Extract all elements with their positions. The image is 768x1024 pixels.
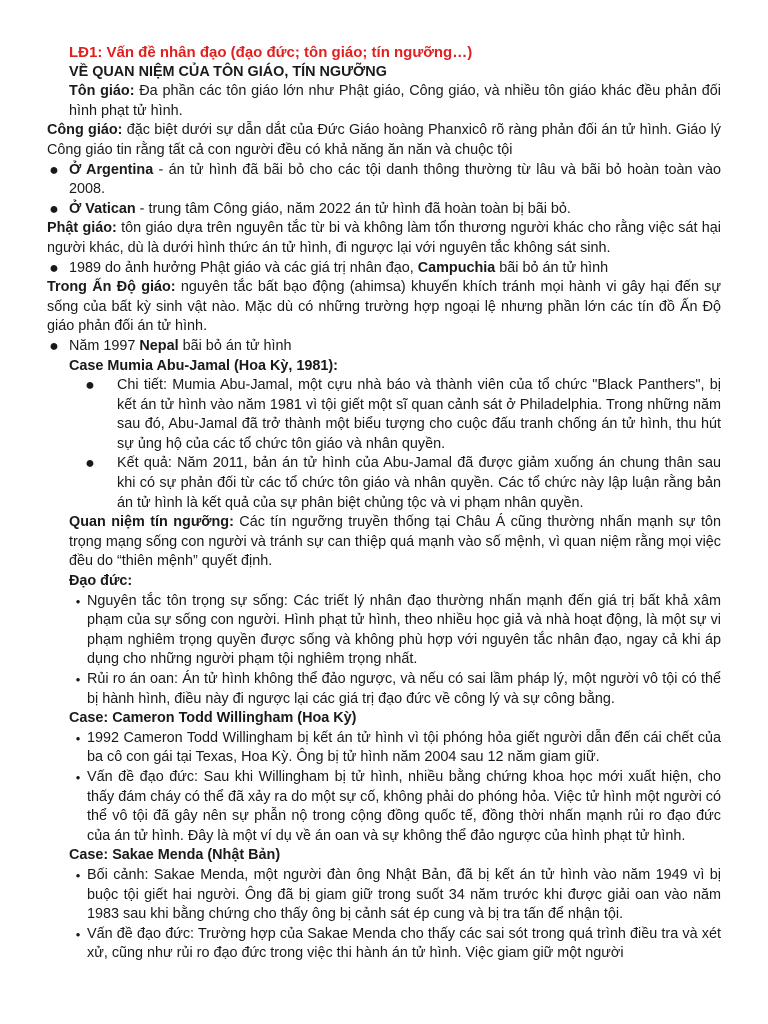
bullet-dot-icon: • — [75, 926, 81, 942]
dao-duc-heading: Đạo đức: — [69, 573, 133, 590]
case-willingham-item-2: Vấn đề đạo đức: Sau khi Willingham bị tử hình, nhiều bằng chứng khoa học mới xuất hiện, cho thấy đám cháy có thể đã xảy ra do một sự cố, không phải do phóng hỏa. Việc tử hình một người có thể vô tội đã gây nên sự phẫn nộ trong cộng đồng quốc tế, đồng thời nhấn mạnh rủi ro đạo đức của án tử hình. Đây là một ví dụ về án oan và sự không thể đảo ngược của hình phạt tử hình. — [87, 768, 721, 844]
text-campuchia-post: bãi bỏ án tử hình — [495, 259, 609, 276]
case-mumia-result: Kết quả: Năm 2011, bản án tử hình của Abu-Jamal đã được giảm xuống án chung thân sau khi có sự phản đối từ các tổ chức tôn giáo và nhân quyền. Các tổ chức này lập luận rằng bản án tử hình là kết quả của sự phân biệt chủng tộc và vi phạm nhân quyền. — [117, 455, 721, 511]
bullet-dot-icon: ● — [49, 259, 59, 277]
case-mumia-detail: Chi tiết: Mumia Abu-Jamal, một cựu nhà báo và thành viên của tổ chức "Black Panthers", bị kết án tử hình vào năm 1981 vì tội giết một sĩ quan cảnh sát ở Philadelphia. Trong những năm sau đó, Abu-Jamal đã trở thành một biểu tượng cho cuộc đấu tranh chống án tử hình, thu hút sự ủng hộ của các tổ chức tôn giáo và nhân quyền. — [117, 377, 721, 452]
bullet-dot-icon: ● — [85, 377, 95, 395]
label-ton-giao: Tôn giáo: — [69, 83, 135, 100]
text-vatican: - trung tâm Công giáo, năm 2022 án tử hình đã hoàn toàn bị bãi bỏ. — [135, 200, 571, 217]
label-an-do-giao: Trong Ấn Độ giáo: — [47, 279, 176, 296]
list-item — [69, 454, 721, 513]
bullet-vatican — [47, 200, 721, 220]
case-willingham-item-1: 1992 Cameron Todd Willingham bị kết án tử hình vì tội phóng hỏa giết người dẫn đến cái chết của ba cô con gái tại Texas, Hoa Kỳ. Ông bị tử hình năm 2004 sau 12 năm giam giữ. — [87, 729, 721, 766]
paragraph-an-do-giao — [47, 278, 721, 337]
paragraph-tin-nguong — [69, 513, 721, 572]
paragraph-cong-giao — [47, 121, 721, 160]
text-nepal-post: bãi bỏ án tử hình — [178, 337, 292, 354]
bullet-nepal — [47, 337, 721, 357]
text-argentina: - án tử hình đã bãi bỏ cho các tội danh thông thường từ lâu và bãi bỏ hoàn toàn vào 2008. — [69, 161, 721, 198]
label-nepal: Nepal — [139, 337, 179, 354]
bullet-dot-icon: ● — [85, 455, 95, 473]
label-tin-nguong: Quan niệm tín ngưỡng: — [69, 514, 234, 531]
bullet-dot-icon: • — [75, 867, 81, 883]
text-campuchia-pre: 1989 do ảnh hưởng Phật giáo và các giá trị nhân đạo, — [69, 259, 418, 276]
label-vatican: Ở Vatican — [69, 200, 136, 217]
section-heading: VỀ QUAN NIỆM CỦA TÔN GIÁO, TÍN NGƯỠNG — [69, 63, 387, 80]
text-tin-nguong: Các tín ngưỡng truyền thống tại Châu Á cũng thường nhấn mạnh sự tôn trọng mạng sống con người và tránh sự can thiệp quá mạnh vào số mệnh, vì quan niệm rằng mọi việc đều do “thiên mệnh” quyết định. — [69, 514, 721, 570]
case-menda-heading: Case: Sakae Menda (Nhật Bản) — [69, 847, 281, 864]
text-cong-giao: đặc biệt dưới sự dẫn dắt của Đức Giáo hoàng Phanxicô rõ ràng phản đối án tử hình. Giáo lý Công giáo tin rằng tất cả con người đều có khả năng ăn năn và chuộc tội — [47, 122, 721, 158]
list-item — [69, 729, 721, 768]
list-item — [69, 768, 721, 846]
text-phat-giao: tôn giáo dựa trên nguyên tắc từ bi và không làm tổn thương người khác cho rằng việc sát hại người khác, dù là dưới hình thức án tử hình, đi ngược lại với nguyên tắc không sát sinh. — [47, 220, 721, 256]
dao-duc-item-2: Rủi ro án oan: Án tử hình không thể đảo ngược, và nếu có sai lầm pháp lý, một người vô tội có thể bị hành hình, điều này đi ngược lại các giá trị đạo đức về công lý và sự công bằng. — [87, 671, 721, 707]
dao-duc-item-1: Nguyên tắc tôn trọng sự sống: Các triết lý nhân đạo thường nhấn mạnh đến giá trị bất khả xâm phạm của sự sống con người. Hình phạt tử hình, theo nhiều học giả và nhà hoạt động, là một sự vi phạm nghiêm trọng quyền được sống và không phù hợp với nguyên tắc nhân đạo, ngay cả khi áp dụng cho những người phạm tội nghiêm trọng nhất. — [87, 592, 721, 668]
bullet-dot-icon: • — [75, 672, 81, 687]
label-cong-giao: Công giáo: — [47, 122, 123, 139]
bullet-campuchia — [47, 259, 721, 279]
bullet-dot-icon: ● — [49, 200, 59, 218]
case-willingham-heading: Case: Cameron Todd Willingham (Hoa Kỳ) — [69, 710, 357, 727]
text-an-do-giao: nguyên tắc bất bạo động (ahimsa) khuyến khích tránh mọi hành vi gây hại đến sự sống của bất kỳ sinh vật nào. Mặc dù có những trường hợp ngoại lệ nhưng phần lớn các tín đồ Ấn Độ giáo phản đối án tử hình. — [47, 279, 722, 335]
bullet-dot-icon: ● — [49, 161, 59, 179]
label-argentina: Ở Argentina — [69, 161, 154, 178]
document-title: LĐ1: Vấn đề nhân đạo (đạo đức; tôn giáo; tín ngưỡng…) — [69, 44, 473, 61]
bullet-argentina — [47, 161, 721, 200]
label-phat-giao: Phật giáo: — [47, 220, 117, 237]
list-item — [69, 376, 721, 454]
case-menda-item-2: Vấn đề đạo đức: Trường hợp của Sakae Menda cho thấy các sai sót trong quá trình điều tra và xét xử, cũng như rủi ro đạo đức trong việc thi hành án tử hình. Việc giam giữ một người — [87, 925, 721, 962]
text-nepal-pre: Năm 1997 — [69, 337, 140, 354]
list-item — [69, 592, 721, 670]
bullet-dot-icon: • — [75, 593, 81, 609]
text-ton-giao: Đa phần các tôn giáo lớn như Phật giáo, Công giáo, và nhiều tôn giáo khác đều phản đối hình phạt tử hình. — [69, 83, 721, 119]
list-item — [69, 925, 721, 964]
label-campuchia: Campuchia — [417, 259, 496, 276]
case-mumia-heading: Case Mumia Abu-Jamal (Hoa Kỳ, 1981): — [69, 357, 338, 374]
bullet-dot-icon: ● — [49, 337, 59, 355]
paragraph-ton-giao — [69, 82, 721, 121]
document-page — [47, 43, 721, 964]
list-item — [69, 670, 721, 709]
bullet-dot-icon: • — [75, 730, 81, 746]
paragraph-phat-giao — [47, 219, 721, 258]
list-item — [69, 866, 721, 925]
bullet-dot-icon: • — [75, 769, 81, 785]
case-menda-item-1: Bối cảnh: Sakae Menda, một người đàn ông Nhật Bản, đã bị kết án tử hình vào năm 1949 vì bị buộc tội giết hai người. Ông đã bị giam giữ trong suốt 34 năm trước khi được giải oan vào năm 1983 sau khi bằng chứng cho thấy ông bị cảnh sát ép cung và bị tra tấn để nhận tội. — [87, 866, 721, 923]
